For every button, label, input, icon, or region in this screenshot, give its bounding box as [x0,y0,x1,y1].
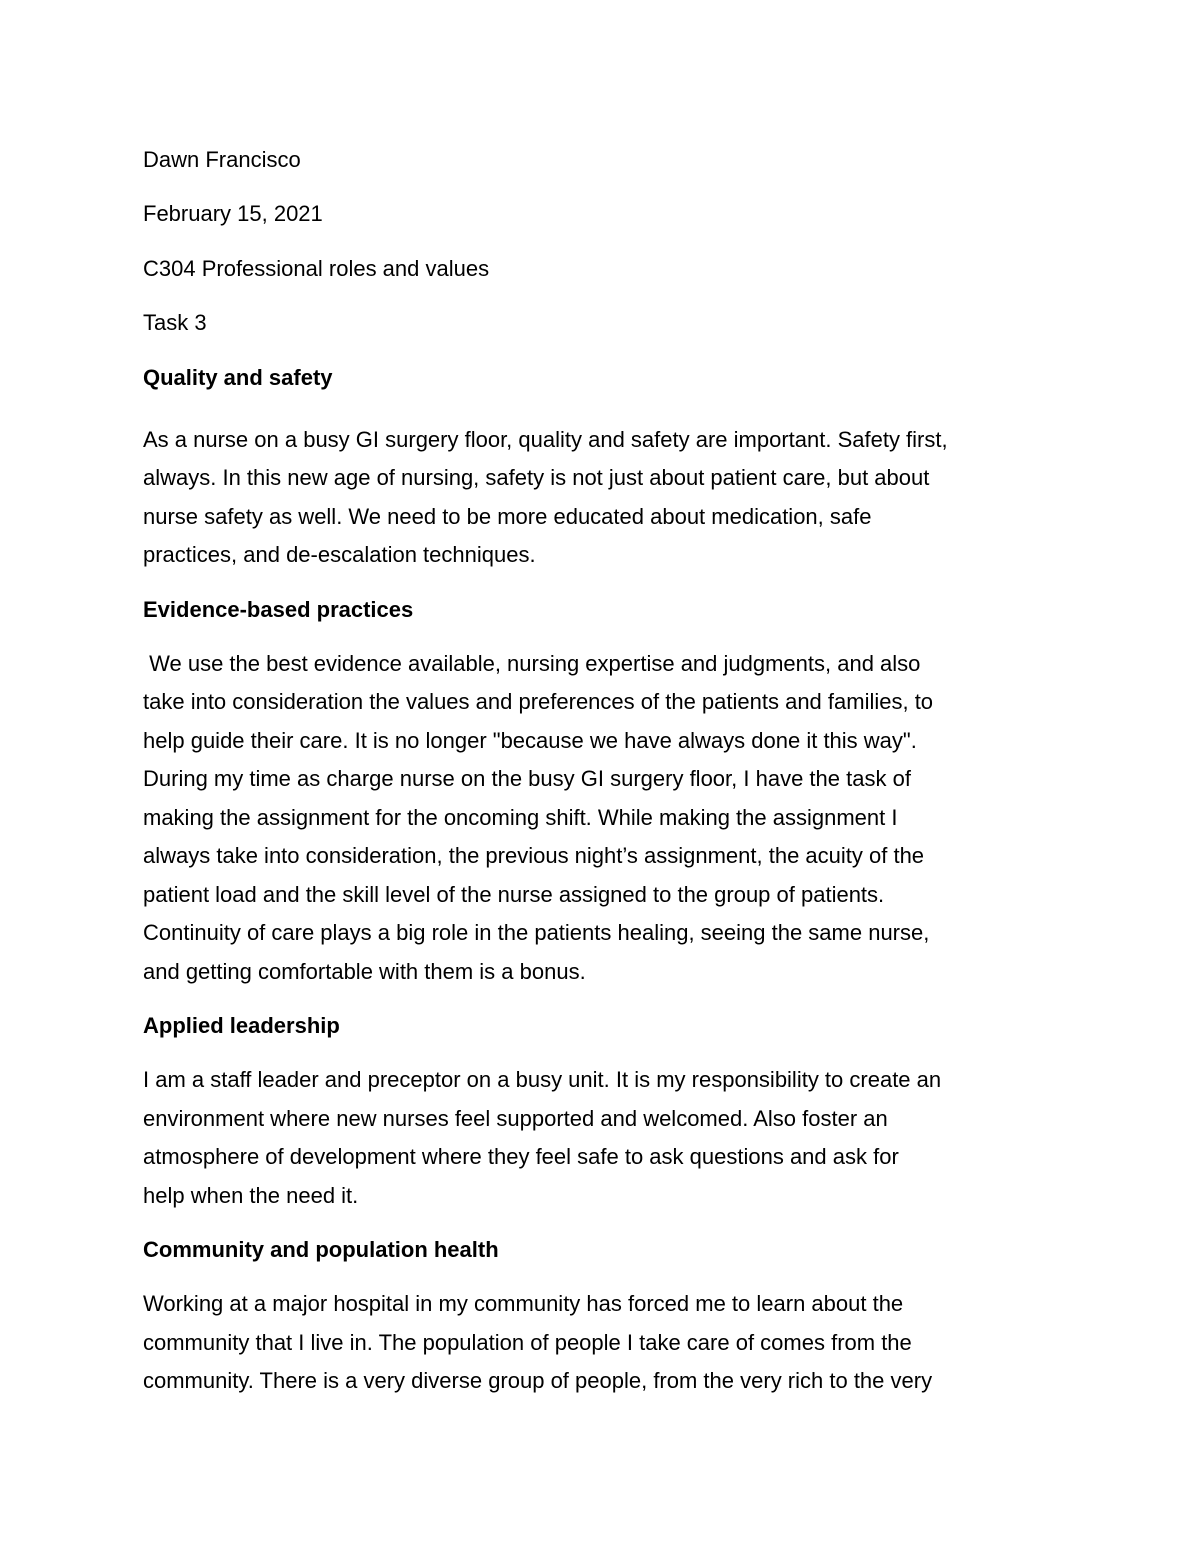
paragraph-line: Working at a major hospital in my community has forced me to learn about the [143,1291,904,1316]
author-name: Dawn Francisco [143,147,301,172]
heading-community-health: Community and population health [143,1237,499,1262]
paragraph-line: help when the need it. [143,1183,359,1208]
paragraph-line: Continuity of care plays a big role in the patients healing, seeing the same nurse, [143,920,930,945]
paragraph-line: During my time as charge nurse on the busy GI surgery floor, I have the task of [143,766,911,791]
paragraph-line: community. There is a very diverse group of people, from the very rich to the very [143,1368,933,1393]
paragraph-line: We use the best evidence available, nursing expertise and judgments, and also [143,651,921,676]
paragraph-line: help guide their care. It is no longer "because we have always done it this way". [143,728,917,753]
paragraph-line: always take into consideration, the previous night’s assignment, the acuity of the [143,843,925,868]
paragraph-line: community that I live in. The population of people I take care of comes from the [143,1330,912,1355]
heading-evidence-based: Evidence-based practices [143,597,414,622]
paragraph-line: patient load and the skill level of the nurse assigned to the group of patients. [143,882,885,907]
paragraph-line: and getting comfortable with them is a bonus. [143,959,586,984]
document-date: February 15, 2021 [143,201,323,226]
heading-quality-safety: Quality and safety [143,365,333,390]
paragraph-line: making the assignment for the oncoming shift. While making the assignment I [143,805,898,830]
paragraph-line: always. In this new age of nursing, safety is not just about patient care, but about [143,465,930,490]
course-title: C304 Professional roles and values [143,256,490,281]
paragraph-line: As a nurse on a busy GI surgery floor, quality and safety are important. Safety first, [143,427,948,452]
paragraph-line: I am a staff leader and preceptor on a busy unit. It is my responsibility to create an [143,1067,942,1092]
paragraph-line: nurse safety as well. We need to be more educated about medication, safe [143,504,872,529]
task-label: Task 3 [143,310,207,335]
paragraph-line: practices, and de-escalation techniques. [143,542,536,567]
paragraph-line: take into consideration the values and preferences of the patients and families, to [143,689,934,714]
paragraph-line: environment where new nurses feel supported and welcomed. Also foster an [143,1106,888,1131]
paragraph-line: atmosphere of development where they feel safe to ask questions and ask for [143,1144,899,1169]
heading-applied-leadership: Applied leadership [143,1013,340,1038]
